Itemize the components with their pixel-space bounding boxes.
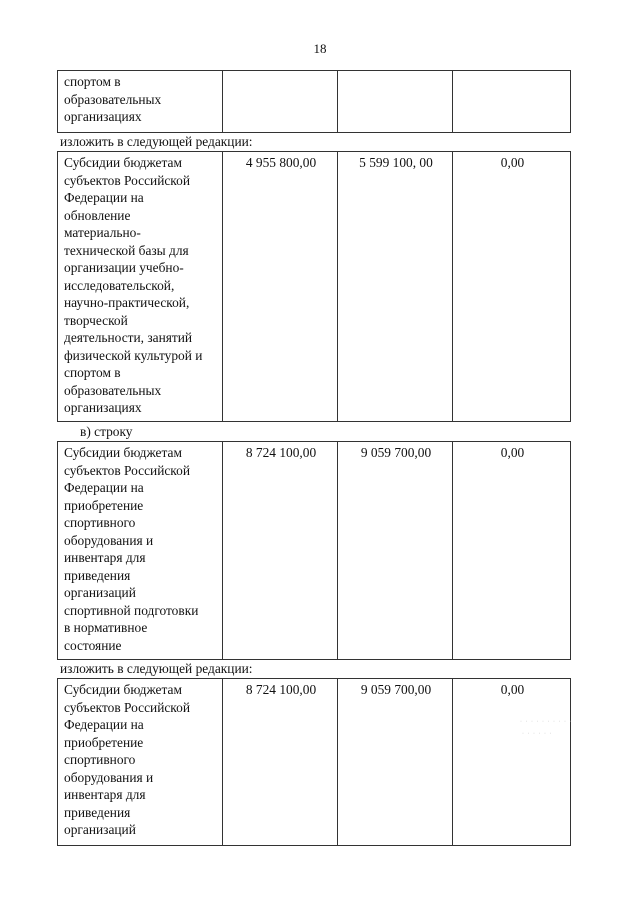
- page-number: 18: [313, 41, 327, 56]
- name-line: Субсидии бюджетам: [64, 445, 182, 460]
- name-line: организациях: [64, 400, 142, 415]
- name-line: организаций: [64, 822, 136, 837]
- name-line: Федерации на: [64, 190, 144, 205]
- name-line: спортивного: [64, 515, 136, 530]
- table-row: [57, 70, 571, 133]
- instruction-edit: изложить в следующей редакции:: [60, 134, 253, 149]
- row-name-cell: [58, 679, 223, 845]
- name-line: Федерации на: [64, 717, 144, 732]
- name-line: Субсидии бюджетам: [64, 682, 182, 697]
- name-line: деятельности, занятий: [64, 330, 193, 345]
- scan-artifact: · · · · · · · · · ·: [520, 719, 573, 725]
- name-line: физической культурой и: [64, 347, 203, 363]
- value-cell-1: 4 955 800,00: [223, 152, 338, 421]
- value-cell-3: 0,00: [500, 682, 525, 697]
- name-line: приведения: [64, 804, 131, 820]
- name-line: приобретение: [64, 734, 144, 750]
- name-line: субъектов Российской: [64, 699, 190, 715]
- name-line: субъектов Российской: [64, 172, 190, 188]
- name-line: состояние: [64, 637, 122, 653]
- name-line: образовательных: [64, 382, 162, 398]
- name-line: оборудования и: [64, 769, 154, 785]
- value-cell-2: 9 059 700,00: [338, 679, 453, 845]
- name-line: оборудования и: [64, 532, 154, 548]
- name-line: организациях: [64, 109, 142, 124]
- value-cell-2: [338, 71, 453, 132]
- table-row: [57, 441, 571, 660]
- name-line: научно-практической,: [64, 295, 190, 310]
- name-line: организации учебно-: [64, 260, 184, 275]
- name-line: приведения: [64, 567, 131, 583]
- row-name-cell: [58, 442, 223, 659]
- value-cell-2: 9 059 700,00: [338, 442, 453, 659]
- value-cell-1: 8 724 100,00: [223, 442, 338, 659]
- name-line: организаций: [64, 585, 136, 600]
- table-row: [57, 151, 571, 422]
- name-line: Субсидии бюджетам: [64, 155, 182, 170]
- name-line: Федерации на: [64, 480, 144, 495]
- value-cell-1: [223, 71, 338, 132]
- table-row: [57, 678, 571, 846]
- value-cell-1: 8 724 100,00: [223, 679, 338, 845]
- name-line: обновление: [64, 207, 131, 223]
- name-line: инвентаря для: [64, 787, 146, 802]
- value-cell-3: [453, 71, 570, 132]
- name-line: исследовательской,: [64, 277, 175, 293]
- value-cell-2: 5 599 100, 00: [338, 152, 453, 421]
- name-line: образовательных: [64, 91, 162, 107]
- name-line: спортивного: [64, 752, 136, 767]
- instruction-edit: изложить в следующей редакции:: [60, 661, 253, 676]
- name-line: спортивной подготовки: [64, 602, 199, 618]
- row-name-cell: [58, 71, 223, 132]
- value-cell-3: 0,00: [500, 445, 525, 460]
- value-cell-3: 0,00: [500, 155, 525, 170]
- name-line: технической базы для: [64, 242, 189, 258]
- row-name-cell: [58, 152, 223, 421]
- name-line: субъектов Российской: [64, 462, 190, 478]
- scan-artifact: · · · · · ·: [522, 731, 553, 737]
- name-line: спортом в: [64, 74, 121, 89]
- name-line: приобретение: [64, 497, 144, 513]
- name-line: творческой: [64, 312, 128, 328]
- name-line: в нормативное: [64, 620, 148, 635]
- name-line: спортом в: [64, 365, 121, 380]
- instruction-line-c: в) строку: [80, 424, 133, 439]
- name-line: материально-: [64, 225, 141, 240]
- name-line: инвентаря для: [64, 550, 146, 565]
